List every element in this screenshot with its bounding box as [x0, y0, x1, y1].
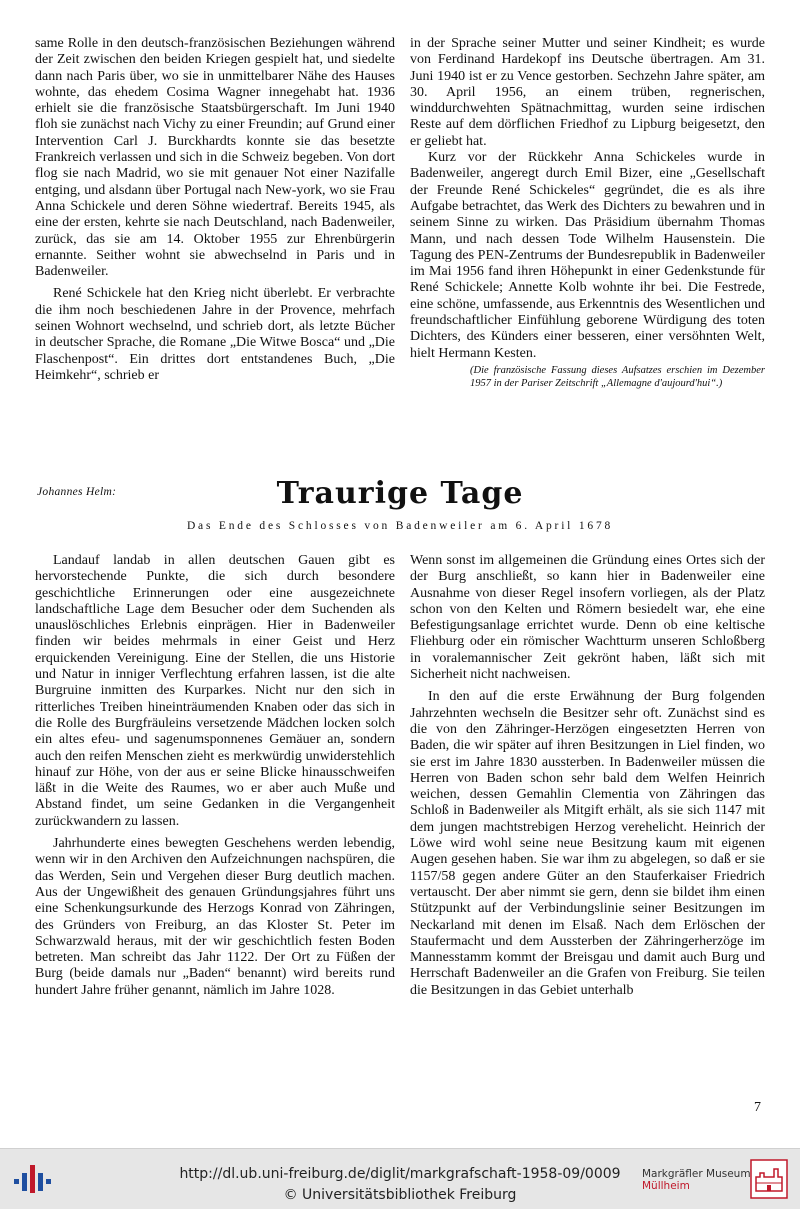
article-author: Johannes Helm: — [37, 486, 117, 498]
copyright-text: © Universitätsbibliothek Freiburg — [283, 1187, 517, 1203]
footnote: (Die französische Fassung dieses Aufsatzes erschien im Dezember 1957 in der Pariser Zeitschrift „Allemagne d'aujourd'hui“.) — [470, 364, 765, 389]
museum-city: Müllheim — [642, 1180, 690, 1192]
source-url-link[interactable]: http://dl.ub.uni-freiburg.de/diglit/markgrafschaft-1958-09/0009 — [179, 1166, 621, 1182]
paragraph: Wenn sonst im allgemeinen die Gründung eines Ortes sich der der Burg anschließt, so kann hier in Badenweiler eine Ausnahme von dieser Regel insofern vorliegen, als der Platz schon von den Kelten und Römern besiedelt war, ehe eine Befestigungsanlage errichtet wurde. Denn ob eine keltische Fliehburg oder ein römischer Wachtturm unseren Schloßberg in voralemannischer Zeit gekrönt haben, läßt sich mit Sicherheit nicht nachweisen. — [410, 553, 765, 683]
top-right-column — [410, 36, 765, 390]
paragraph: René Schickele hat den Krieg nicht überlebt. Er verbrachte die ihm noch beschiedenen Jahre in der Provence, mehrfach seinen Wohnort wechselnd, und schrieb dort, als letzte Bücher in deutscher Sprache, die Romane „Die Witwe Bosca“ und „Die Flaschenpost“. Ein drittes dort entstandenes Buch, „Die Heimkehr“, schrieb er — [35, 286, 395, 383]
footer-bar — [0, 1148, 800, 1209]
article-subtitle: Das Ende des Schlosses von Badenweiler am 6. April 1678 — [186, 520, 614, 532]
page-number: 7 — [754, 1100, 761, 1115]
article-title: Traurige Tage — [276, 476, 524, 511]
paragraph: In den auf die erste Erwähnung der Burg folgenden Jahrzehnten wechseln die Besitzer sehr oft. Zunächst sind es die von den Zähringer-Herzögen eingesetzten Herren von Baden, die wir später auf ihren Besitzungen in Liel finden, wo sie erst im Jahre 1830 aussterben. In Badenweiler müssen die Herren von Baden schon sehr bald dem Welfen Heinrich weichen, dessen Gemahlin Clementia von Zähringen das Schloß in Badenweiler als Mitgift erhält, als sie sich 1147 mit dem jungen machtstrebigen Herzog verehelicht. Heinrich der Löwe wird wohl seine neue Besitzung kaum mit eigenen Augen gesehen haben. Sie war ihm zu abgelegen, so daß er sie 1157/58 gegen andere Güter an den Stauferkaiser Friedrich vertauscht. Der aber nimmt sie gern, denn sie bildet ihm einen Stützpunkt auf der Verbindungslinie seiner Besitzungen im Neckarland mit denen im Elsaß. Nach dem Erlöschen der Staufermacht und dem Aussterben der Zähringerherzöge im Mannesstamm kommt der Breisgau und damit auch Burg und Herrschaft Badenweiler an die Grafen von Freiburg. Sie teilen die Besitzungen in das Gebiet unterhalb — [410, 689, 765, 998]
paragraph: Kurz vor der Rückkehr Anna Schickeles wurde in Badenweiler, angeregt durch Emil Bizer, eine „Gesellschaft der Freunde René Schickeles“ gegründet, die es als ihre Aufgabe betrachtet, das Werk des Dichters zu bewahren und in seinem Sinne zu wirken. Das Präsidium übernahm Thomas Mann, und nach dessen Tode Wilhelm Hausenstein. Die Tagung des PEN-Zentrums der Bundesrepublik in Badenweiler im Mai 1956 fand ihren Höhepunkt in einer Gedenkstunde für René Schickele; Annette Kolb wohnte ihr bei. Die Festrede, eine schöne, umfassende, aus Erkenntnis des Wesentlichen und freundschaftlicher Einfühlung geborene Würdigung des toten Dichters, des Künders einer besseren, einer versöhnten Welt, hielt Hermann Kesten. — [410, 150, 765, 361]
museum-castle-icon — [750, 1159, 788, 1199]
bottom-left-column — [35, 553, 395, 999]
paragraph: Jahrhunderte eines bewegten Geschehens werden lebendig, wenn wir in den Archiven den Aufzeichnungen nachspüren, die das Werden, Sein und Vergehen dieser Burg deutlich machen. Aus der Ungewißheit des genauen Gründungsjahres führt uns eine Schenkungsurkunde des Herzogs Konrad von Zähringen, des Gründers von Freiburg, an das Kloster St. Peter im Schwarzwald heraus, mit der wir geschichtlich festen Boden betreten. Man schreibt das Jahr 1122. Der Ort zu Füßen der Burg (beide damals nur „Baden“ benannt) wird bereits rund hundert Jahre früher genannt, nämlich im Jahre 1028. — [35, 836, 395, 998]
paragraph: in der Sprache seiner Mutter und seiner Kindheit; es wurde von Ferdinand Hardekopf ins Deutsche übertragen. Am 31. Juni 1940 ist er zu Vence gestorben. Sechzehn Jahre später, am 30. April 1956, an einem trüben, regnerischen, winddurchwehten Spätnachmittag, wurden seine irdischen Reste auf dem dörflichen Friedhof zu Lipburg beigesetzt, den er geliebt hat. — [410, 36, 765, 149]
bottom-right-column — [410, 553, 765, 999]
museum-name: Markgräfler Museum — [642, 1168, 751, 1180]
paragraph: same Rolle in den deutsch-französischen Beziehungen während der Zeit zwischen den beiden Kriegen gespielt hat, und siedelte dann nach Paris über, wo sie in unmittelbarer Nähe des Hauses wohnte, das ehedem Cosima Wagner innegehabt hat. 1936 erhielt sie die französische Staatsbürgerschaft. Im Juni 1940 floh sie zunächst nach Vichy zu einer Freundin; auf Grund einer Intervention Carl J. Burckhardts konnte sie das besetzte Frankreich verlassen und sich in die Schweiz begeben. Von dort flog sie nach Madrid, wo sie mit genauer Not einer Nazifalle entging, und alsdann über Portugal nach New-york, wo sie Frau Anna Schickele und deren Söhne wiedertraf. Bereits 1945, als eine der ersten, kehrte sie nach Deutschland, nach Badenweiler, zurück, das sie am 14. Oktober 1955 zur Ehrenbürgerin ernannte. Seither wohnt sie abwechselnd in Paris und in Badenweiler. — [35, 36, 395, 280]
museum-label — [642, 1168, 751, 1192]
top-left-column — [35, 36, 395, 384]
paragraph: Landauf landab in allen deutschen Gauen gibt es hervorstechende Punkte, die sich durch besondere geschichtliche Erinnerungen oder eine ausgezeichnete landschaftliche Lage dem Besucher oder dem Suchenden als unauslöschliches Erlebnis einprägen. Hier in Badenweiler finden wir beides mehrmals in einer Geist und Herz erquickenden Vereinigung. Eine der Stellen, die uns Historie und Natur in inniger Verflechtung erfahren lassen, ist die alte Burgruine inmitten des Kurparkes. Nicht nur den sich in ritterliches Treiben hineinträumenden Knaben oder das sich in die Rolle des Burgfräuleins versetzende Mädchen locken solch ein altes efeu- und sagenumsponnenes Gemäuer an, sondern auch den reifen Menschen zieht es merkwürdig unwiderstehlich hinauf zur Höhe, von der aus er seine Blicke hinausschweifen läßt in die Weite des Raumes, wo er aber auch Muße und Abstand findet, um seine Gedanken in die Vergangenheit zurückwandern zu lassen. — [35, 553, 395, 829]
